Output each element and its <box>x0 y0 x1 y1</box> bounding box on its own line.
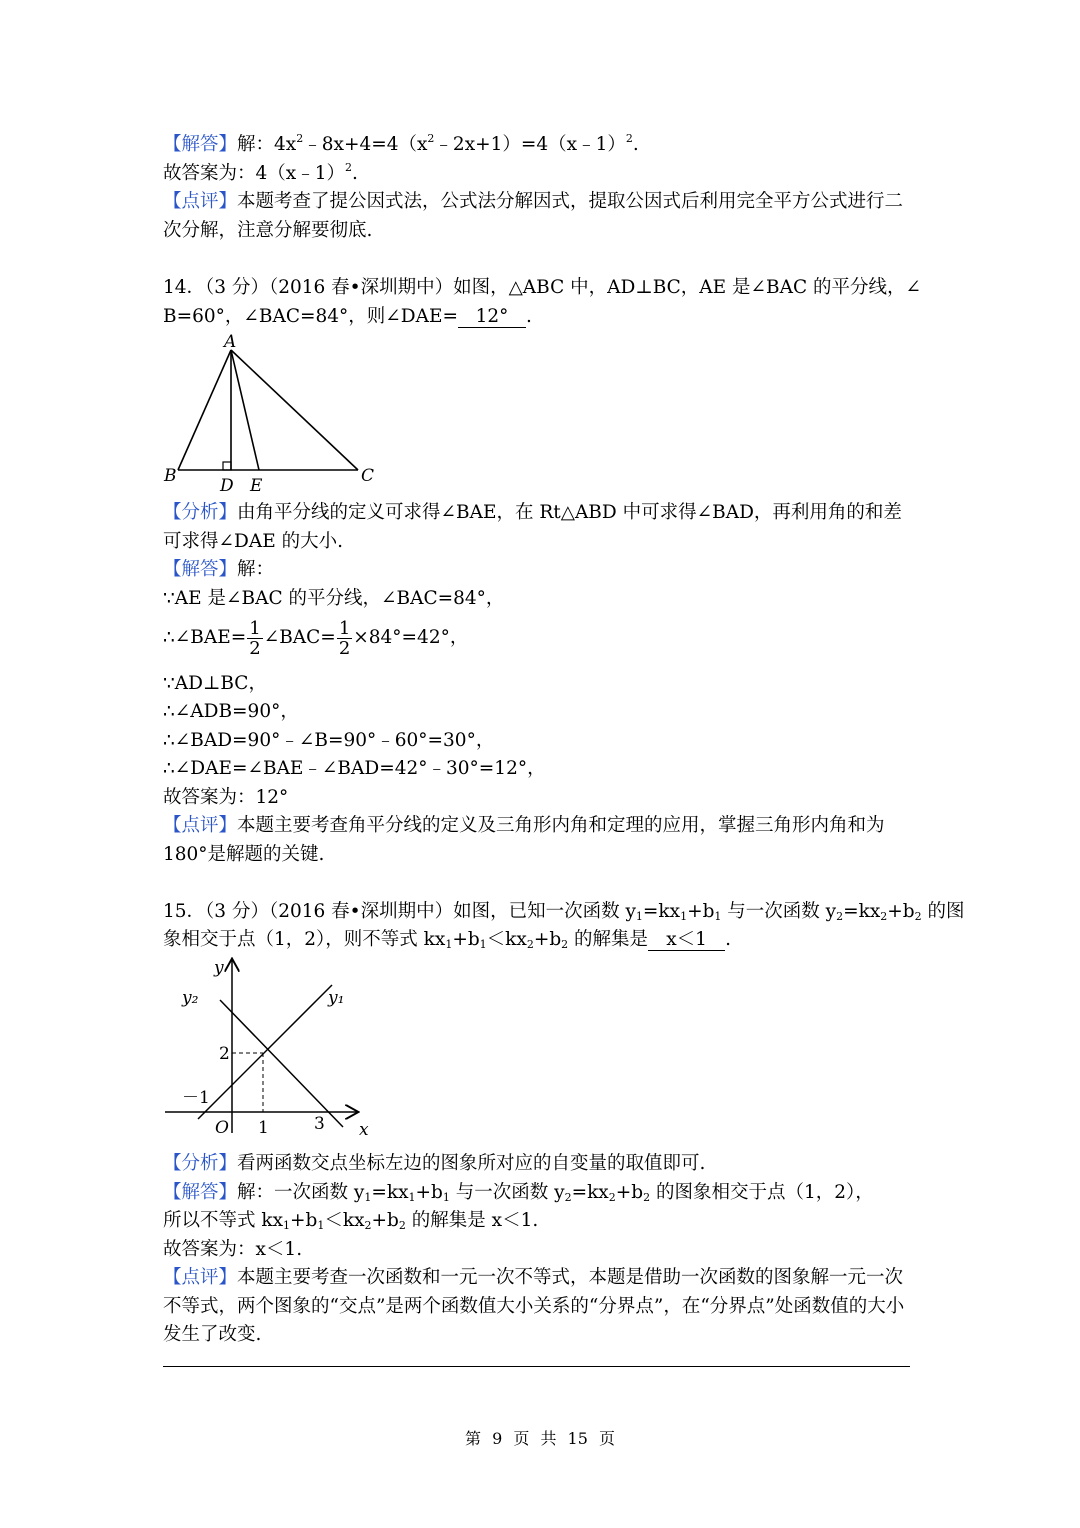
q14-step-1: ∵AE 是∠BAC 的平分线，∠BAC=84°， <box>163 588 505 609</box>
label-d: D <box>220 476 234 496</box>
comment-tag: 【点评】 <box>163 815 238 836</box>
q15-stem: 15．（3 分）（2016 春•深圳期中）如图，已知一次函数 $y_1=kx_1+b_1$ 与一次函数 $y_2=kx_2+b_2$ 的图 <box>163 901 965 923</box>
bisector-ae <box>231 350 259 470</box>
q14-stem: 14．（3 分）（2016 春•深圳期中）如图，△ABC 中，AD⊥BC，AE 是∠BAC 的平分线，∠ <box>163 277 922 298</box>
q15-stem-cont: 象相交于点（1，2），则不等式 $kx_1+b_1<kx_2+b_2$ 的解集是 x＜1 . <box>163 929 731 951</box>
analysis-tag: 【分析】 <box>163 1153 238 1174</box>
q14-comment: 【点评】本题主要考查角平分线的定义及三角形内角和定理的应用，掌握三角形内角和为 <box>163 815 885 836</box>
analysis-tag: 【分析】 <box>163 502 238 523</box>
q13-solution: 【解答】解：$4x^2﹣8x+4=4(x^2﹣2x+1)=4(x﹣1)^2$. <box>163 132 639 155</box>
solution-tag: 【解答】 <box>163 134 238 155</box>
q14-step-3: ∵AD⊥BC， <box>163 673 267 694</box>
fraction-half: $\frac{1}{2}$ <box>338 617 351 659</box>
label-b: B <box>164 466 177 486</box>
label-x-axis: x <box>359 1120 369 1140</box>
tick-minus-1: －1 <box>182 1088 210 1108</box>
q14-answer-blank: 12° <box>458 307 526 328</box>
q15-comment-cont: 不等式，两个图象的“交点”是两个函数值大小关系的“分界点”，在“分界点”处函数值的大小 <box>163 1296 905 1317</box>
label-c: C <box>361 466 375 486</box>
label-e: E <box>250 476 263 496</box>
line-y2 <box>220 1000 343 1127</box>
function-graph-figure <box>160 955 375 1145</box>
q13-answer: 故答案为：4（x﹣1）$^2$. <box>163 161 358 184</box>
tick-2: 2 <box>219 1044 230 1064</box>
label-a: A <box>224 332 237 352</box>
tick-3: 3 <box>314 1114 325 1134</box>
label-y2: y₂ <box>182 988 199 1008</box>
q15-answer-blank: x＜1 <box>648 930 725 951</box>
side-ac <box>231 350 358 470</box>
q14-answer-line: 故答案为：12° <box>163 787 289 808</box>
q13-comment-cont: 次分解，注意分解要彻底. <box>163 220 373 241</box>
q14-step-2: ∴∠BAE= $\frac{1}{2}$ ∠BAC= $\frac{1}{2}$ ×84°=42°， <box>163 617 469 659</box>
q14-comment-cont: 180°是解题的关键. <box>163 844 325 865</box>
solution-tag: 【解答】 <box>163 1182 238 1203</box>
q15-solution-cont: 所以不等式 $kx_1+b_1<kx_2+b_2$ 的解集是 x＜1. <box>163 1210 539 1232</box>
q15-answer-line: 故答案为：x＜1. <box>163 1239 303 1260</box>
comment-tag: 【点评】 <box>163 1267 238 1288</box>
triangle-figure <box>160 330 385 498</box>
q15-analysis: 【分析】看两函数交点坐标左边的图象所对应的自变量的取值即可. <box>163 1153 706 1174</box>
page-footer: 第 9 页 共 15 页 <box>465 1429 615 1448</box>
side-ab <box>178 350 231 470</box>
fraction-half: $\frac{1}{2}$ <box>249 617 261 659</box>
tick-1: 1 <box>258 1118 269 1138</box>
q14-step-4: ∴∠ADB=90°， <box>163 701 299 722</box>
q15-solution: 【解答】解：一次函数 $y_1=kx_1+b_1$ 与一次函数 $y_2=kx_2+b_2$ 的图象相交于点（1，2）， <box>163 1182 874 1204</box>
label-y-axis: y <box>214 958 224 978</box>
right-angle-mark <box>223 462 231 470</box>
solution-tag: 【解答】 <box>163 559 238 580</box>
q15-comment-cont-2: 发生了改变. <box>163 1324 262 1345</box>
footer-divider <box>163 1366 910 1367</box>
q14-solution: 【解答】解： <box>163 559 275 580</box>
label-y1: y₁ <box>328 988 345 1008</box>
comment-tag: 【点评】 <box>163 191 238 212</box>
q15-comment: 【点评】本题主要考查一次函数和一元一次不等式，本题是借助一次函数的图象解一元一次 <box>163 1267 904 1288</box>
q14-step-6: ∴∠DAE=∠BAE﹣∠BAD=42°﹣30°=12°， <box>163 758 546 779</box>
label-origin: O <box>215 1118 229 1138</box>
q14-step-5: ∴∠BAD=90°﹣∠B=90°﹣60°=30°， <box>163 730 495 751</box>
q14-analysis-cont: 可求得∠DAE 的大小. <box>163 531 343 552</box>
q14-stem-cont: B=60°，∠BAC=84°，则∠DAE= 12° . <box>163 306 532 327</box>
q13-comment: 【点评】本题考查了提公因式法，公式法分解因式，提取公因式后利用完全平方公式进行二 <box>163 191 904 212</box>
q14-analysis: 【分析】由角平分线的定义可求得∠BAE，在 Rt△ABD 中可求得∠BAD，再利用角的和差 <box>163 502 902 523</box>
